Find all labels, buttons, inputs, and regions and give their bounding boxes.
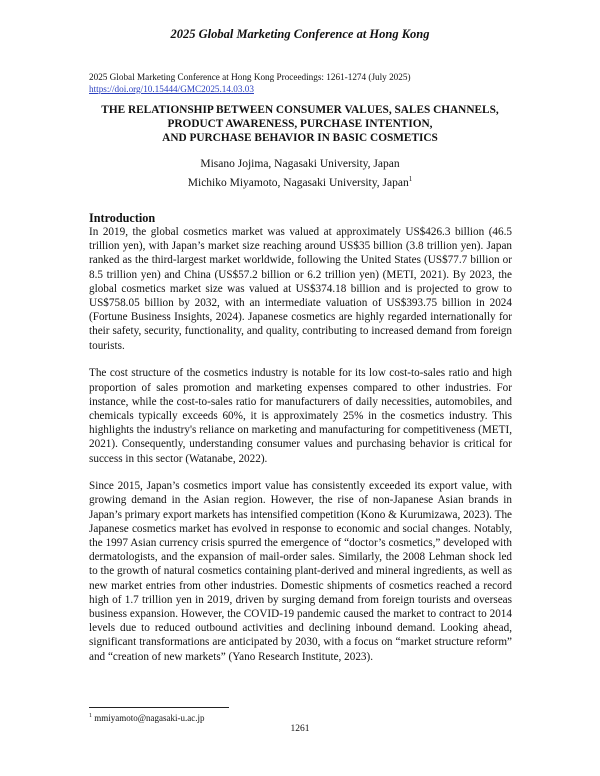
title-line: PRODUCT AWARENESS, PURCHASE INTENTION, [167, 118, 433, 130]
author-name: Michiko Miyamoto, Nagasaki University, Japan [187, 176, 409, 189]
proceedings-info [89, 71, 411, 95]
footnote [89, 713, 205, 723]
running-title: 2025 Global Marketing Conference at Hong Kong [170, 27, 430, 41]
page-number: 1261 [290, 724, 310, 734]
footnote-mark: 1 [408, 175, 413, 183]
footnote-divider [89, 707, 229, 708]
footnote-mark: 1 [89, 713, 92, 719]
paragraph: In 2019, the global cosmetics market was valued at approximately US$426.3 billion (46.5 trillion yen), with Japan’s market size reaching around US$35 billion (3.8 trillion yen). Japan ranked as the third-largest market worldwide, following the United States (US$77.7 billion or 8.5 trillion yen) and China (US$57.2 billion or 6.2 trillion yen) (METI, 2021). By 2023, the global cosmetics market size was valued at US$374.18 billion and is projected to grow to US$758.05 billion by 2032, with an intermediate valuation of US$393.75 billion in 2024 (Fortune Business Insights, 2024). Japanese cosmetics are highly regarded internationally for their safety, security, functionality, and quality, contributing to increased demand from foreign tourists. [89, 226, 512, 352]
author-name: Misano Jojima, Nagasaki University, Japan [200, 158, 400, 170]
author-list [0, 157, 600, 191]
paragraph: Since 2015, Japan’s cosmetics import value has consistently exceeded its export value, with growing demand in the Asian region. However, the rise of non-Japanese Asian brands in Japan’s primary export markets has intensified competition (Kono & Kurumizawa, 2023). The Japanese cosmetics market has evolved in response to economic and social changes. Notably, the 1997 Asian currency crisis spurred the emergence of “doctor’s cosmetics,” developed with dermatologists, and the expansion of mail-order sales. Similarly, the 2008 Lehman shock led to the growth of natural cosmetics containing plant-derived and mineral ingredients, as well as new market entries from other industries. Domestic shipments of cosmetics reached a record high of 1.7 trillion yen in 2019, driven by surging demand from foreign tourists and overseas business expansion. However, the COVID-19 pandemic caused the market to contract to 2014 levels due to reduced outbound activities and declining inbound demand. Looking ahead, significant transformations are anticipated by 2030, with a focus on “market structure reform” and “creation of new markets” (Yano Research Institute, 2023). [89, 480, 512, 663]
doi-link[interactable]: https://doi.org/10.15444/GMC2025.14.03.03 [89, 84, 254, 94]
title-line: THE RELATIONSHIP BETWEEN CONSUMER VALUES, SALES CHANNELS, [101, 104, 499, 116]
title-line: AND PURCHASE BEHAVIOR IN BASIC COSMETICS [162, 132, 438, 144]
proceedings-citation: 2025 Global Marketing Conference at Hong Kong Proceedings: 1261-1274 (July 2025) [89, 72, 411, 82]
paragraph: The cost structure of the cosmetics industry is notable for its low cost-to-sales ratio and high proportion of sales promotion and marketing expenses compared to other industries. For instance, while the cost-to-sales ratio for manufacturers of daily necessities, automobiles, and chemicals typically exceeds 60%, it is approximately 25% in the cosmetics industry. This highlights the industry's reliance on marketing and manufacturing for competitiveness (METI, 2021). Consequently, understanding consumer values and purchasing behavior is critical for success in this sector (Watanabe, 2022). [89, 367, 512, 465]
author-line [0, 172, 600, 191]
author-line [0, 157, 600, 172]
footnote-email: mmiyamoto@nagasaki-u.ac.jp [94, 713, 205, 723]
section-heading: Introduction [89, 211, 156, 225]
paper-title [60, 103, 540, 145]
body-text [89, 225, 512, 677]
